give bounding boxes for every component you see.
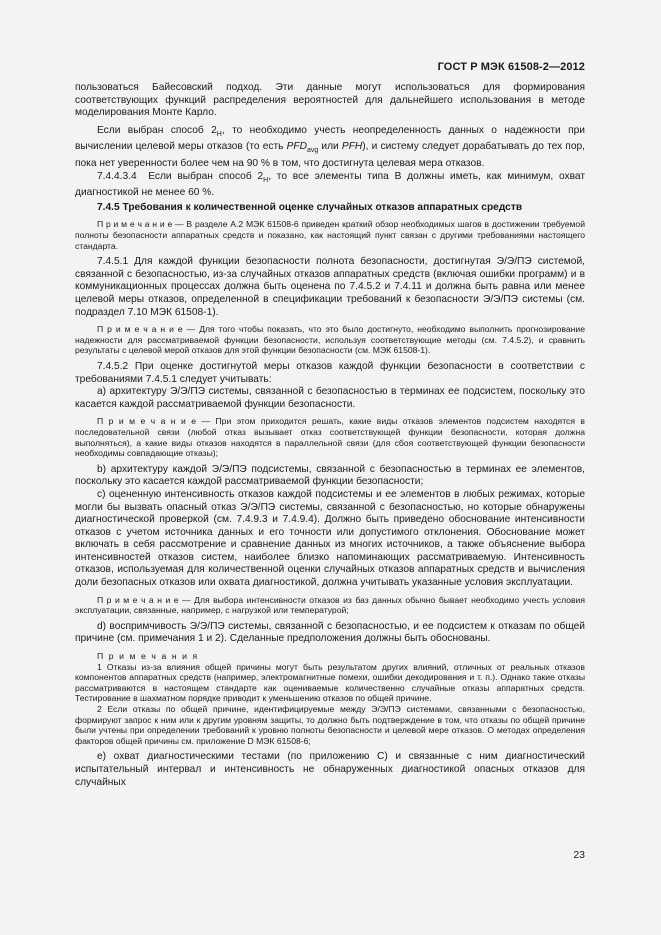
list-item-e: e) охват диагностическими тестами (по приложению C) и связанные с ним диагностический испытательный интервал и интенсивность не обнаруженных диагностикой опасных отказов для случайных	[75, 751, 585, 788]
page-number: 23	[573, 849, 585, 861]
list-item-a: а) архитектуру Э/Э/ПЭ системы, связанной с безопасностью в терминах ее подсистем, поскольку это касается каждой рассматриваемой функции безопасности.	[75, 386, 585, 410]
note: П р и м е ч а н и е — В разделе А.2 МЭК 61508-6 приведен краткий обзор необходимых шагов в достижении требуемой полноты безопасности аппаратных средств и показано, как настоящий пункт связан с другими требованиями настоящего стандарта.	[75, 219, 585, 251]
list-item-d: d) воспримчивость Э/Э/ПЭ системы, связанной с безопасностью, и ее подсистем к отказам по общей причине (см. примечания 1 и 2). Сделанные предположения должны быть обоснованы.	[75, 620, 585, 645]
clause-7-4-4-3-4: 7.4.4.3.4 Если выбран способ $2_H$, то все элементы типа В должны иметь, как минимум, охват диагностикой не менее 60 %.	[75, 170, 586, 199]
paragraph: пользоваться Байесовский подход. Эти данные могут использоваться для формирования соответствующих функций распределения вероятностей для дальнейшего использования в методе моделирования Монте Карло.	[75, 82, 585, 119]
document-header: ГОСТ Р МЭК 61508-2—2012	[437, 61, 585, 73]
notes-heading: П р и м е ч а н и я	[97, 651, 199, 662]
note-2: 2 Если отказы по общей причине, идентифицируемые между Э/Э/ПЭ системами, связанными с безопасностью, формируют запрос к ним или к другим уровням защиты, то должно быть подтверждение в том, что отказы по общей причине были учтены при определении требований к уровню полноты безопасности и целевой мере отказов. О методах определения факторов общей причины см. приложение D МЭК 61508-6;	[75, 704, 585, 746]
page-body	[75, 82, 585, 789]
clause-7-4-5-2: 7.4.5.2 При оценке достигнутой меры отказов каждой функции безопасности в соответствии с требованиями 7.4.5.1 следует учитывать:	[75, 360, 585, 385]
note: П р и м е ч а н и е — При этом приходится решать, какие виды отказов элементов подсистем находятся в последовательной связи (любой отказ вызывает отказ соответствующей функции безопасности, которая должна выполняться), а какие виды отказов находятся в параллельной связи (для сбоя соответствующей функции безопасности необходимы совпадающие отказы);	[75, 416, 585, 459]
list-item-b: b) архитектуру каждой Э/Э/ПЭ подсистемы, связанной с безопасностью в терминах ее элементов, поскольку это касается каждой рассматриваемой функции безопасности;	[75, 463, 585, 488]
note: П р и м е ч а н и е — Для того чтобы показать, что это было достигнуто, необходимо выполнить прогнозирование надежности для рассматриваемой функции безопасности, используя соответствующие методы (см. 7.4.5.2), и сравнить результаты с целевой мерой отказов для этой функции безопасности (см. МЭК 61508-1).	[75, 324, 585, 356]
note-1: 1 Отказы из-за влияния общей причины могут быть результатом других влияний, отличных от реальных отказов компонентов аппаратных средств (например, электромагнитные помехи, ошибки декодирования и т. п.). Однако такие отказы рассматриваются в настоящем стандарте как оцениваемые количественно случайные отказы аппаратных средств. Тестирование в шахматном порядке приводит к уменьшению отказов по общей причине.	[75, 661, 585, 704]
clause-7-4-5-1: 7.4.5.1 Для каждой функции безопасности полнота безопасности, достигнутая Э/Э/ПЭ системой, связанной с безопасностью, из-за случайных отказов аппаратных средств (включая ошибки программ) и в коммуникационных процессах должна быть оценена по 7.4.5.2 и 7.4.11 и должна быть равна или менее целевой меры отказов, определенной в спецификации требований к безопасности Э/Э/ПЭ системы (см. подраздел 7.10 МЭК 61508-1).	[75, 256, 585, 318]
list-item-c: c) оцененную интенсивность отказов каждой подсистемы и ее элементов в любых режимах, которые могли бы вызвать опасный отказ Э/Э/ПЭ системы, связанной с безопасностью, но которые обнаружены диагностической проверкой (см. 7.4.9.3 и 7.4.9.4). Должно быть приведено обоснование интенсивности отказов с учетом источника данных и его точности или допустимого отклонения. Обоснование может включать в себя рассмотрение и сравнение данных из многих источников, а также объяснение выбора интенсивностей отказов систем, наиболее близко напоминающих рассматриваемую. Интенсивность отказов, используемая для количественной оценки случайных отказов аппаратных средств и вычисления доли безопасных отказов или охвата диагностикой, должна учитывать указанные условия эксплуатации.	[75, 488, 585, 589]
paragraph: Если выбран способ $2_H$, то необходимо учесть неопределенность данных о надежности при вычислении целевой меры отказов (то есть $PFD_{avg}$ или PFH), и систему следует дорабатывать до тех пор, пока нет уверенности более чем на 90 % в том, что достигнута целевая мера отказов.	[75, 124, 585, 170]
note: П р и м е ч а н и е — Для выбора интенсивности отказов из баз данных обычно бывает необходимо учесть условия эксплуатации, связанные, например, с нагрузкой или температурой;	[75, 594, 585, 616]
clause-heading-7-4-5: 7.4.5 Требования к количественной оценке случайных отказов аппаратных средств	[97, 201, 523, 213]
